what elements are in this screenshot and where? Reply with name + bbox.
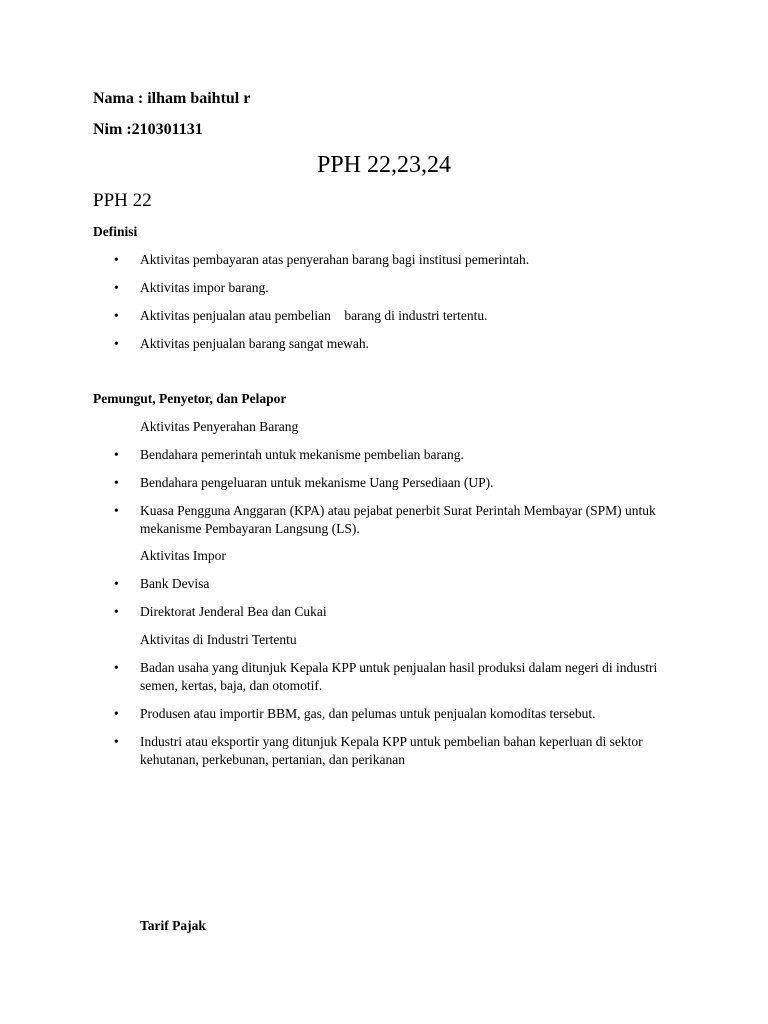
bullet-icon: • bbox=[114, 308, 119, 323]
group-item: Bendahara pemerintah untuk mekanisme pembelian barang. bbox=[140, 447, 464, 462]
bullet-icon: • bbox=[114, 475, 119, 490]
pemungut-label: Pemungut, Penyetor, dan Pelapor bbox=[93, 391, 287, 406]
bullet-icon: • bbox=[114, 734, 119, 749]
definisi-label: Definisi bbox=[93, 224, 138, 239]
group-item: Industri atau eksportir yang ditunjuk Kepala KPP untuk pembelian bahan keperluan di sektor kehutanan, perkebunan, pertanian, dan perikanan bbox=[140, 734, 643, 767]
group-heading: Aktivitas Impor bbox=[140, 548, 226, 563]
definisi-item: Aktivitas impor barang. bbox=[140, 280, 269, 295]
group-item: Badan usaha yang ditunjuk Kepala KPP untuk penjualan hasil produksi dalam negeri di industri semen, kertas, baja, dan otomotif. bbox=[140, 660, 658, 693]
bullet-icon: • bbox=[114, 576, 119, 591]
student-nim: Nim :210301131 bbox=[93, 121, 203, 138]
group-item: Kuasa Pengguna Anggaran (KPA) atau pejabat penerbit Surat Perintah Membayar (SPM) untuk mekanisme Pembayaran Langsung (LS). bbox=[140, 503, 656, 536]
bullet-icon: • bbox=[114, 604, 119, 619]
tarif-label: Tarif Pajak bbox=[140, 918, 206, 933]
group-heading: Aktivitas di Industri Tertentu bbox=[140, 632, 297, 647]
group-heading: Aktivitas Penyerahan Barang bbox=[140, 419, 299, 434]
group-item: Produsen atau importir BBM, gas, dan pelumas untuk penjualan komoditas tersebut. bbox=[140, 706, 596, 721]
bullet-icon: • bbox=[114, 706, 119, 721]
definisi-item: Aktivitas penjualan barang sangat mewah. bbox=[140, 336, 370, 351]
definisi-item: Aktivitas pembayaran atas penyerahan barang bagi institusi pemerintah. bbox=[140, 252, 530, 267]
definisi-item: Aktivitas penjualan atau pembelian barang di industri tertentu. bbox=[140, 308, 488, 323]
bullet-icon: • bbox=[114, 252, 119, 267]
document-title: PPH 22,23,24 bbox=[316, 152, 452, 178]
bullet-icon: • bbox=[114, 660, 119, 675]
bullet-icon: • bbox=[114, 447, 119, 462]
student-name: Nama : ilham baihtul r bbox=[93, 90, 251, 107]
group-item: Direktorat Jenderal Bea dan Cukai bbox=[140, 604, 327, 619]
group-item: Bank Devisa bbox=[140, 576, 210, 591]
group-item: Bendahara pengeluaran untuk mekanisme Uang Persediaan (UP). bbox=[140, 475, 494, 490]
bullet-icon: • bbox=[114, 336, 119, 351]
bullet-icon: • bbox=[114, 280, 119, 295]
bullet-icon: • bbox=[114, 503, 119, 518]
section-title: PPH 22 bbox=[93, 190, 152, 211]
